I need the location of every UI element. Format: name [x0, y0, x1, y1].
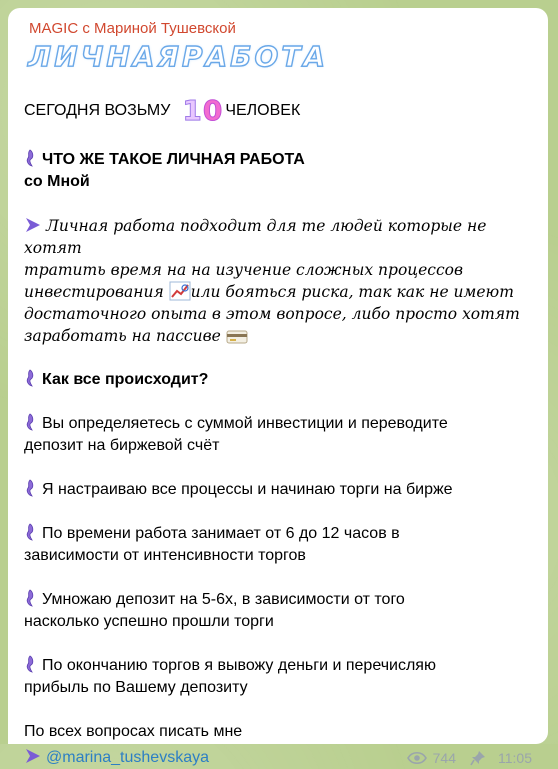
contact-handle-link[interactable]: @marina_tushevskaya — [46, 749, 209, 766]
today-prefix: СЕГОДНЯ ВОЗЬМУ — [24, 101, 171, 119]
eye-icon — [407, 751, 427, 765]
pin-icon[interactable] — [470, 750, 486, 766]
crystal-icon — [24, 523, 36, 541]
crystal-icon — [24, 369, 36, 387]
step-item: Вы определяетесь с суммой инвестиции и переводите депозит на биржевой счёт — [24, 415, 448, 454]
message-meta — [407, 750, 532, 766]
what-heading: ЧТО ЖЕ ТАКОЕ ЛИЧНАЯ РАБОТА со Мной — [24, 151, 305, 190]
today-line — [24, 94, 532, 127]
intro-paragraph: Личная работа подходит для те людей которые не хотят тратить время на на изучение сложных процессов инвестирования или бояться риска, так как не имеют достаточного опыта в этом вопросе, либо просто хотят заработать на пассиве — [24, 217, 520, 345]
how-heading: Как все происходит? — [24, 369, 532, 391]
crystal-icon — [24, 655, 36, 673]
chart-growth-icon — [169, 281, 191, 301]
contact-text: По всех вопросах писать мне — [24, 723, 243, 740]
step-item: По времени работа занимает от 6 до 12 часов в зависимости от интенсивности торгов — [24, 525, 400, 564]
number-ten-emoji: 10 — [182, 94, 224, 127]
crystal-icon — [24, 149, 36, 167]
view-count: 744 — [432, 750, 456, 766]
pointer-arrow-icon — [24, 217, 42, 233]
credit-card-icon — [226, 329, 248, 345]
crystal-icon — [24, 479, 36, 497]
step-item: Я настраиваю все процессы и начинаю торги на бирже — [24, 479, 532, 501]
pointer-arrow-icon — [24, 748, 42, 764]
personal-work-logo: ЛИЧНАЯРАБОТА — [28, 40, 329, 73]
message-time: 11:05 — [498, 750, 532, 766]
channel-name[interactable]: MAGIC с Мариной Тушевской — [29, 20, 236, 37]
today-suffix: ЧЕЛОВЕК — [225, 101, 301, 119]
step-item: Умножаю депозит на 5-6х, в зависимости от того насколько успешно прошли торги — [24, 591, 405, 630]
crystal-icon — [24, 589, 36, 607]
message-bubble — [8, 8, 548, 766]
message-footer — [24, 747, 532, 769]
step-item: По окончанию торгов я вывожу деньги и перечисляю прибыль по Вашему депозиту — [24, 657, 436, 696]
crystal-icon — [24, 413, 36, 431]
